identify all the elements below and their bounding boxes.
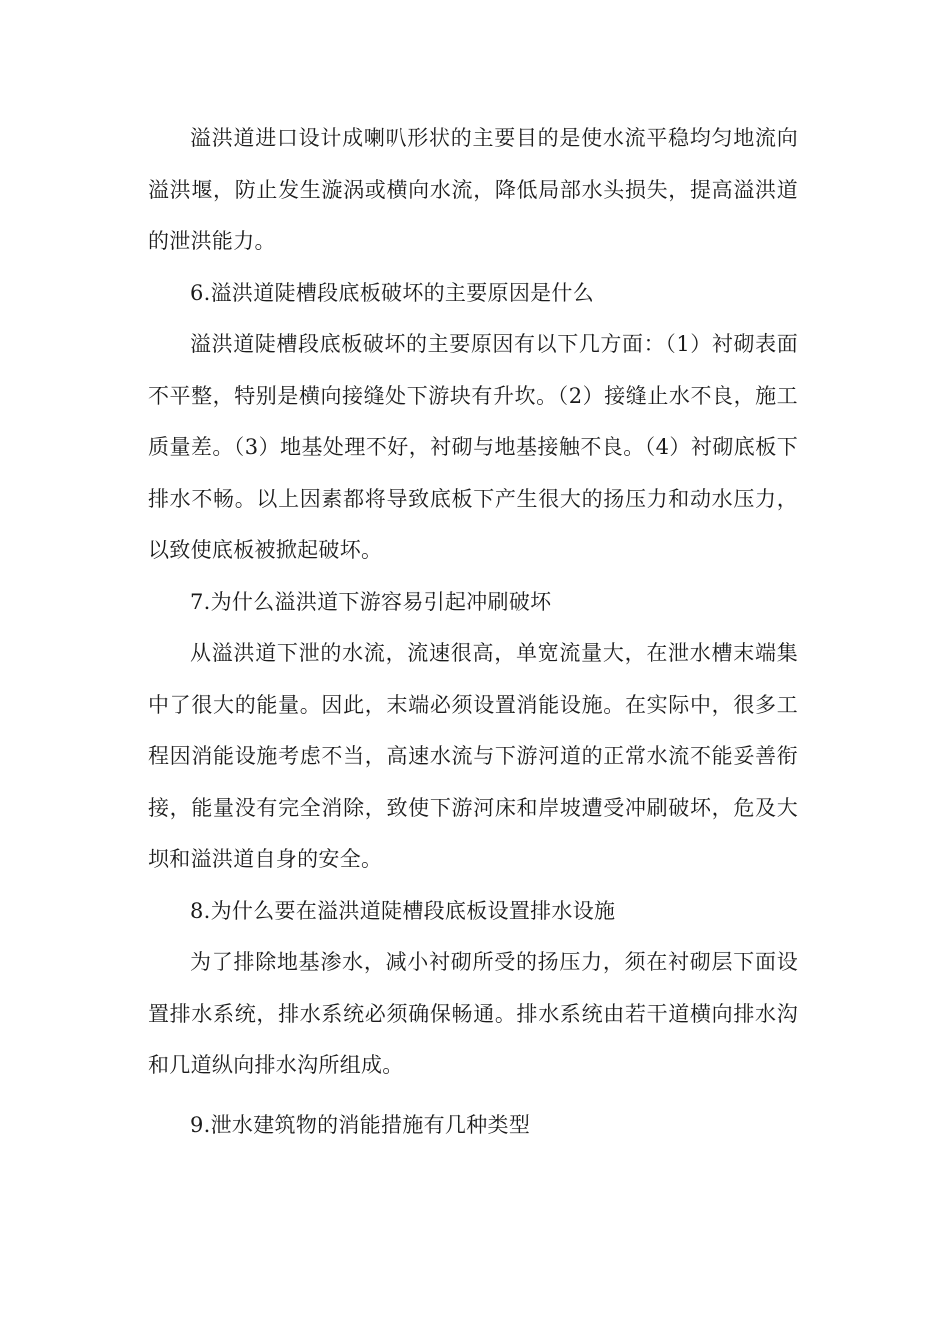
- heading-question-6: 6.溢洪道陡槽段底板破坏的主要原因是什么: [190, 280, 595, 305]
- paragraph-answer-7: 从溢洪道下泄的水流，流速很高，单宽流量大，在泄水槽末端集中了很大的能量。因此，末端必须设置消能设施。在实际中，很多工程因消能设施考虑不当，高速水流与下游河道的正常水流不能妥善衔接，能量没有完全消除，致使下游河床和岸坡遭受冲刷破坏，危及大坝和溢洪道自身的安全。: [148, 641, 798, 871]
- paragraph-answer-8: 为了排除地基渗水，减小衬砌所受的扬压力，须在衬砌层下面设置排水系统，排水系统必须确保畅通。排水系统由若干道横向排水沟和几道纵向排水沟所组成。: [148, 950, 798, 1077]
- heading-question-9: 9.泄水建筑物的消能措施有几种类型: [190, 1112, 531, 1137]
- document-body: [148, 113, 798, 1151]
- paragraph-answer-6: 溢洪道陡槽段底板破坏的主要原因有以下几方面：（1）衬砌表面不平整，特别是横向接缝处下游块有升坎。（2）接缝止水不良，施工质量差。（3）地基处理不好，衬砌与地基接触不良。（4）衬砌底板下排水不畅。以上因素都将导致底板下产生很大的扬压力和动水压力，以致使底板被掀起破坏。: [148, 332, 798, 562]
- heading-question-8: 8.为什么要在溢洪道陡槽段底板设置排水设施: [190, 898, 616, 923]
- heading-question-7: 7.为什么溢洪道下游容易引起冲刷破坏: [190, 589, 552, 614]
- paragraph-spillway-inlet: 溢洪道进口设计成喇叭形状的主要目的是使水流平稳均匀地流向溢洪堰，防止发生漩涡或横向水流，降低局部水头损失，提高溢洪道的泄洪能力。: [148, 126, 798, 253]
